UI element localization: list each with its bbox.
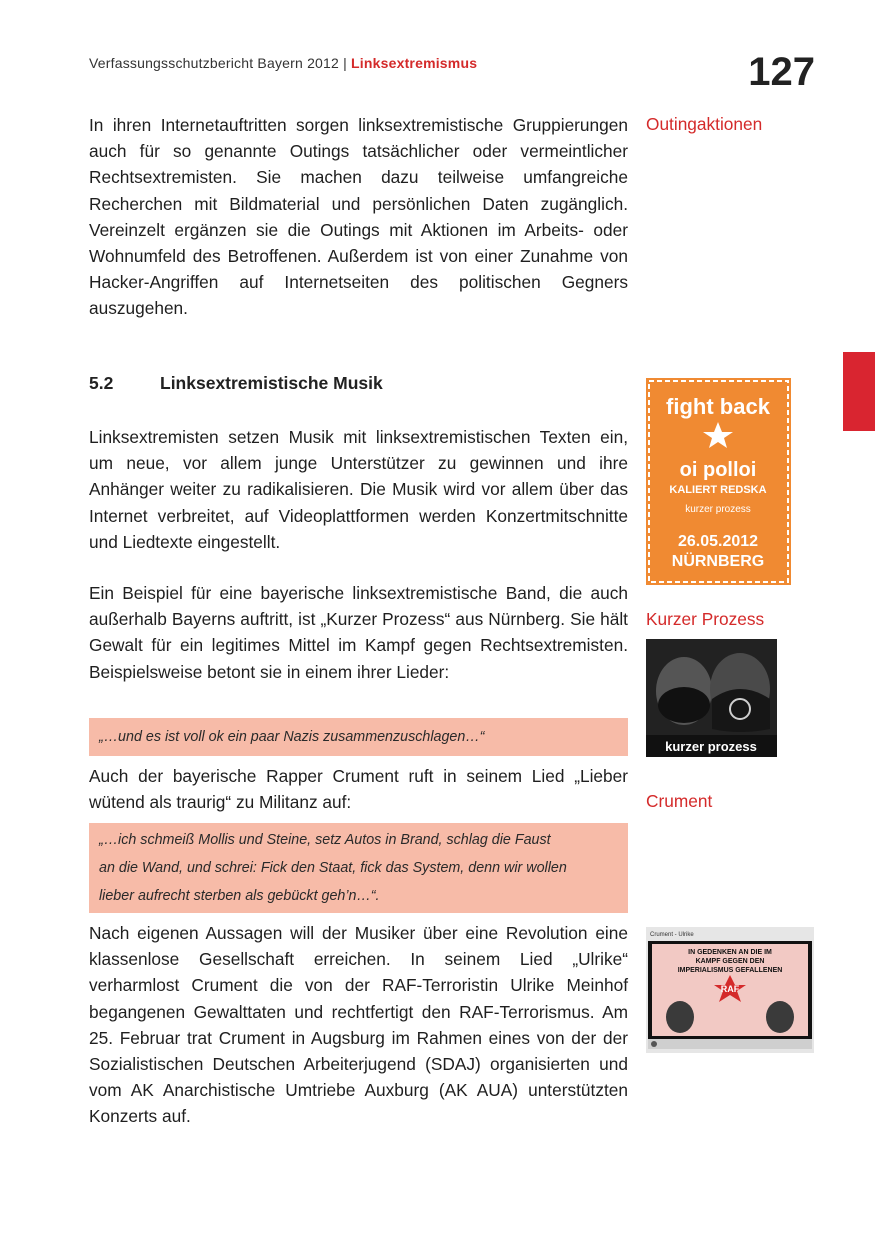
concert-poster-image: [646, 378, 791, 585]
video-logo: RAF: [720, 984, 740, 994]
section-number: 5.2: [89, 373, 114, 393]
video-banner-line-1: IN GEDENKEN AN DIE IM: [688, 949, 772, 956]
band-photo-caption: kurzer prozess: [665, 739, 757, 754]
chapter-tab-marker: [843, 352, 875, 431]
video-banner-line-2: KAMPF GEGEN DEN: [695, 958, 765, 965]
margin-label-crument: Crument: [646, 791, 713, 811]
section-heading: [89, 373, 383, 394]
poster-headliner: oi polloi: [679, 459, 757, 481]
concert-poster-graphic: [646, 378, 791, 585]
page-number: 127: [748, 50, 815, 94]
paragraph-music-intro: Linksextremisten setzen Musik mit linksextremistischen Texten ein, um neue, vor allem junge Unterstützer zu gewinnen und ihre Anhänger weiter zu radikalisieren. Die Musik wird vor allem über das Internet verbreitet, auf Videoplattformen werden Konzertmitschnitte und Liedtexte eingestellt.: [89, 427, 628, 552]
poster-bands-b: kurzer prozess: [685, 504, 751, 515]
poster-city: NÜRNBERG: [671, 553, 765, 570]
paragraph-crument-ulrike: Nach eigenen Aussagen will der Musiker über eine Revolution eine klassenlose Gesellschaft erreichen. In seinem Lied „Ulrike“ verharmlost Crument die von der RAF-Terroristin Ulrike Meinhof begangenen Gewalttaten und rechtfertigt den RAF-Terrorismus. Am 25. Februar trat Crument in Augsburg im Rahmen eines von der der Sozialistischen Deutschen Arbeiterjugend (SDAJ) organisierten und vom AK Anarchistische Umtriebe Auxburg (AK AUA) unterstützten Konzerts auf.: [89, 923, 628, 1127]
video-screenshot-graphic: [646, 927, 814, 1053]
video-tab-title: Crument - Ulrike: [650, 932, 694, 938]
poster-bands-a: KALIERT REDSKA: [669, 484, 767, 496]
quote-crument-line-2: an die Wand, und schrei: Fick den Staat, fick das System, denn wir wollen: [99, 860, 567, 876]
video-screenshot-image: [646, 927, 814, 1053]
band-photo-graphic: [646, 639, 777, 757]
header-chapter: Linksextremismus: [351, 55, 478, 71]
poster-title: fight back: [666, 394, 770, 419]
paragraph-outings: In ihren Internetauftritten sorgen linksextremistische Gruppierungen auch für so genannte Outings tatsächlicher oder vermeintlicher Rechtsextremisten. Sie machen dazu teilweise umfangreiche Recherchen mit Bildmaterial und persönlichen Daten zugänglich. Vereinzelt ergänzen sie die Outings mit Aktionen im Arbeits- oder Wohnumfeld des Betroffenen. Außerdem ist von einer Zunahme von Hacker-Angriffen auf Internetseiten des politischen Gegners auszugehen.: [89, 115, 628, 319]
margin-label-outingaktionen: Outingaktionen: [646, 114, 763, 134]
quote-crument-line-1: „…ich schmeiß Mollis und Steine, setz Autos in Brand, schlag die Faust: [99, 832, 551, 848]
margin-label-kurzer-prozess: Kurzer Prozess: [646, 609, 765, 629]
quote-crument: [89, 823, 628, 913]
band-photo-image: [646, 639, 777, 757]
quote-kurzer-prozess: „…und es ist voll ok ein paar Nazis zusammenzuschlagen…“: [89, 718, 628, 756]
running-header: [89, 55, 477, 71]
paragraph-crument-intro: Auch der bayerische Rapper Crument ruft in seinem Lied „Lieber wütend als traurig“ zu Militanz auf:: [89, 766, 628, 813]
poster-date: 26.05.2012: [677, 533, 759, 550]
quote-crument-line-3: lieber aufrecht sterben als gebückt geh’n…“.: [99, 888, 380, 904]
section-title: Linksextremistische Musik: [160, 373, 383, 393]
paragraph-kurzer-prozess: Ein Beispiel für eine bayerische linksextremistische Band, die auch außerhalb Bayerns auftritt, ist „Kurzer Prozess“ aus Nürnberg. Sie hält Gewalt für ein legitimes Mittel im Kampf gegen Rechtsextremisten. Beispielsweise betont sie in einem ihrer Lieder:: [89, 583, 628, 682]
header-prefix: Verfassungsschutzbericht Bayern 2012 |: [89, 55, 352, 71]
video-banner-line-3: IMPERIALISMUS GEFALLENEN: [677, 967, 783, 974]
